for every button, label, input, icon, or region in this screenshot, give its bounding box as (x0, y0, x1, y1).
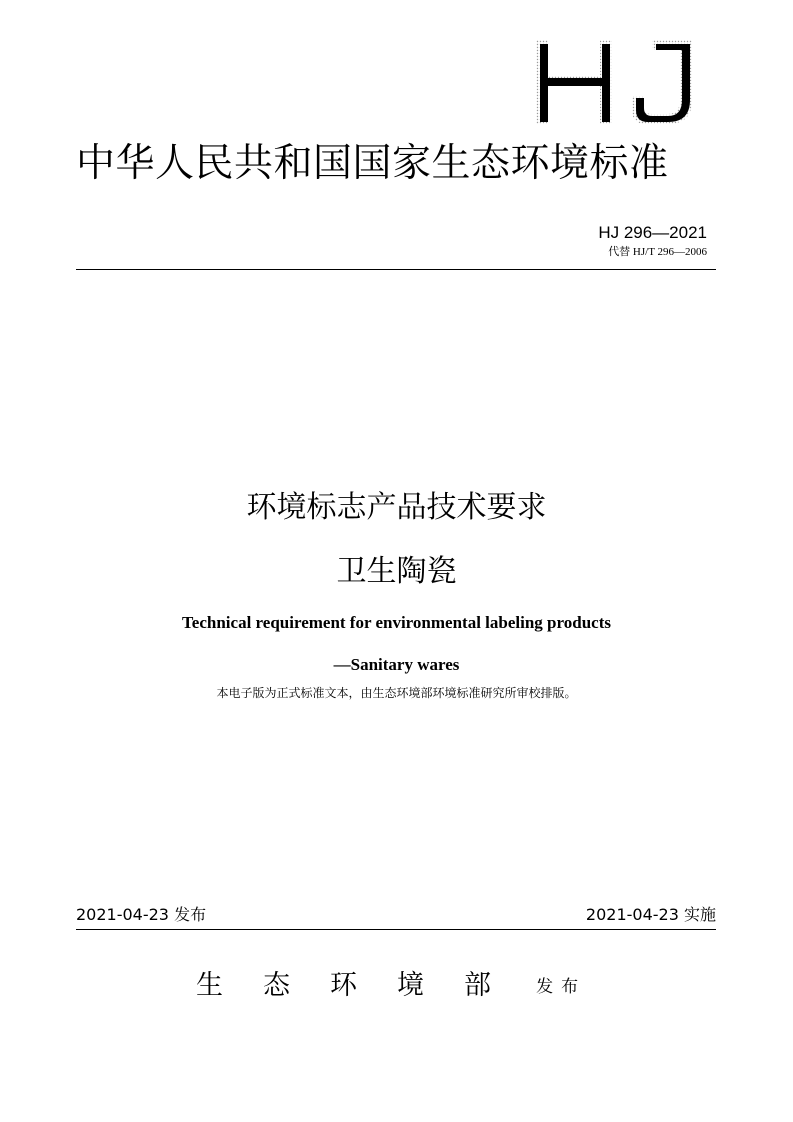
title-english-line1: Technical requirement for environmental labeling products (182, 613, 611, 632)
publisher (196, 968, 586, 1007)
agency-title: 中华人民共和国国家生态环境标准 (76, 141, 669, 186)
hj-logo-letters (540, 44, 690, 122)
publisher-suffix: 发布 (536, 977, 587, 997)
implementation-date: 2021-04-23 实施 (585, 905, 716, 924)
title-chinese-line2: 卫生陶瓷 (336, 554, 457, 589)
issue-date: 2021-04-23 发布 (76, 905, 207, 924)
standard-number: HJ 296—2021 (598, 223, 707, 242)
header-divider (76, 269, 716, 270)
electronic-version-note: 本电子版为正式标准文本，由生态环境部环境标准研究所审校排版。 (216, 686, 577, 700)
publisher-name: 生态环境部 (196, 970, 531, 1001)
replaced-standard: 代替 HJ/T 296—2006 (608, 246, 707, 258)
hj-logo (536, 40, 696, 124)
footer-divider (76, 929, 716, 930)
title-chinese-line1: 环境标志产品技术要求 (246, 490, 547, 525)
title-english-line2: —Sanitary wares (333, 655, 460, 674)
